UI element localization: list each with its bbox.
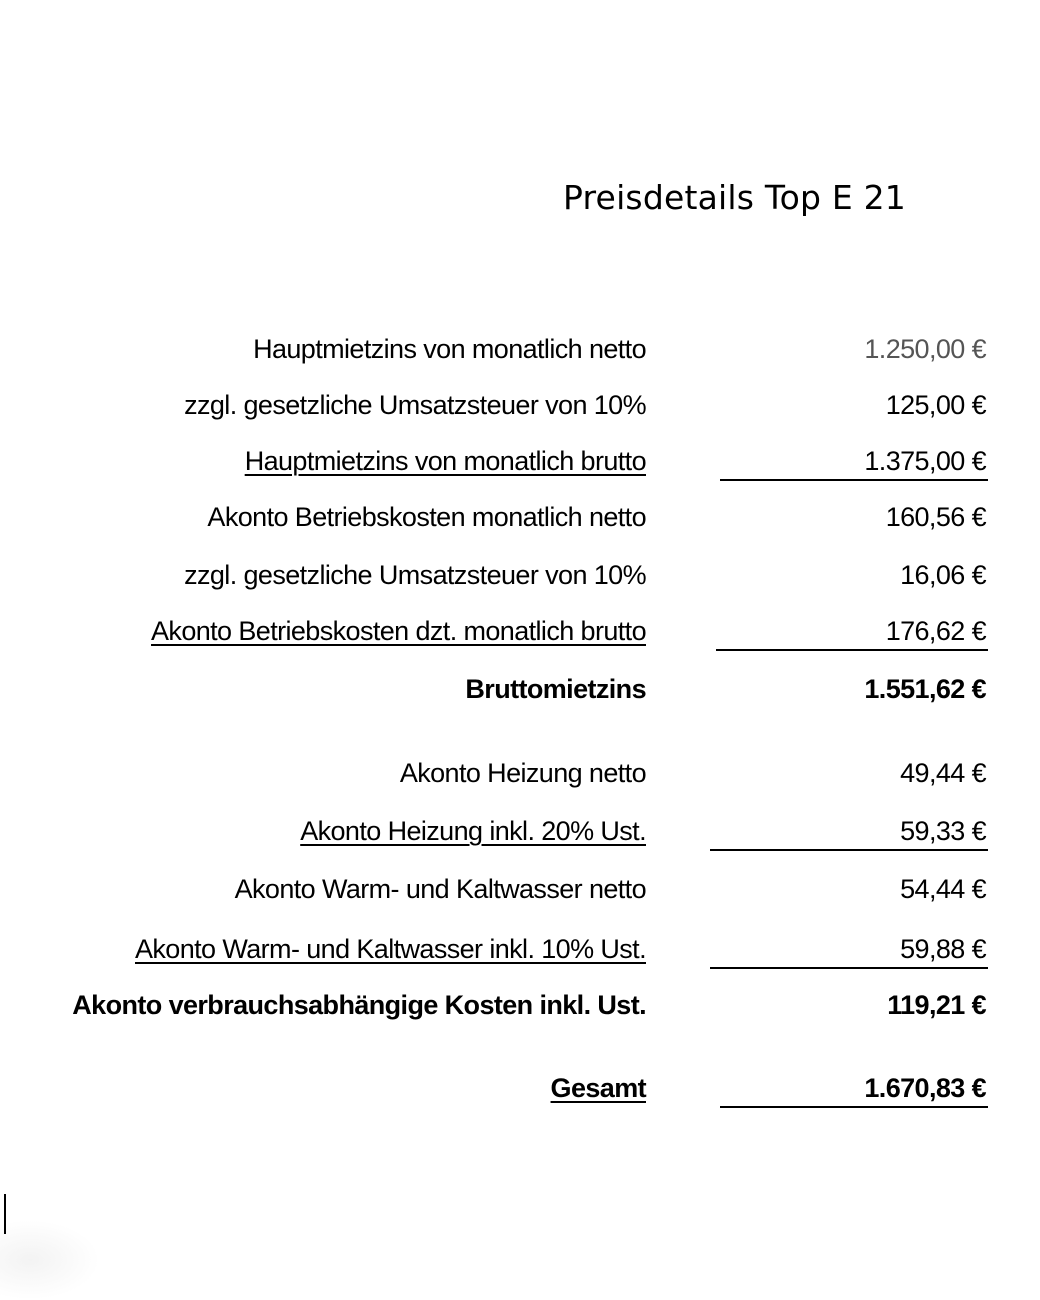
sum-underline (710, 967, 988, 969)
row-value: 49,44 € (900, 758, 986, 788)
price-row-wasser-netto (0, 873, 1040, 913)
page-title: Preisdetails Top E 21 (563, 178, 906, 217)
row-label: zzgl. gesetzliche Umsatzsteuer von 10% (184, 390, 646, 420)
row-label: Akonto Heizung inkl. 20% Ust. (300, 816, 646, 846)
price-row-verbrauchskosten (0, 989, 1040, 1029)
price-row-betriebskosten-netto (0, 501, 1040, 541)
page-shadow (0, 1220, 100, 1300)
row-value: 59,88 € (900, 934, 986, 964)
row-value: 160,56 € (885, 502, 986, 532)
sum-underline (716, 649, 988, 651)
price-row-ust-betriebskosten (0, 559, 1040, 599)
row-label: Gesamt (550, 1073, 646, 1103)
price-row-hauptmietzins-netto (0, 333, 1040, 373)
row-label: Akonto Heizung netto (399, 758, 646, 788)
price-row-gesamt (0, 1072, 1040, 1112)
row-value: 1.670,83 € (864, 1073, 986, 1103)
row-value: 1.250,00 € (864, 334, 986, 364)
row-value: 125,00 € (885, 390, 986, 420)
row-value: 119,21 € (887, 990, 986, 1020)
price-row-wasser-brutto (0, 933, 1040, 973)
row-label: Bruttomietzins (465, 674, 646, 704)
sum-underline (710, 849, 988, 851)
row-label: Akonto Warm- und Kaltwasser inkl. 10% Ust. (135, 934, 646, 964)
row-value: 176,62 € (885, 616, 986, 646)
row-label: Akonto Betriebskosten dzt. monatlich brutto (151, 616, 646, 646)
row-value: 54,44 € (900, 874, 986, 904)
price-row-heizung-netto (0, 757, 1040, 797)
price-row-heizung-brutto (0, 815, 1040, 855)
row-value: 1.551,62 € (864, 674, 986, 704)
price-row-hauptmietzins-brutto (0, 445, 1040, 485)
row-label: Hauptmietzins von monatlich netto (253, 334, 646, 364)
price-row-bruttomietzins (0, 673, 1040, 713)
price-row-betriebskosten-brutto (0, 615, 1040, 655)
text-cursor (4, 1194, 6, 1234)
sum-underline (720, 479, 988, 481)
row-label: Hauptmietzins von monatlich brutto (244, 446, 646, 476)
row-value: 59,33 € (900, 816, 986, 846)
row-label: Akonto Warm- und Kaltwasser netto (234, 874, 646, 904)
row-label: zzgl. gesetzliche Umsatzsteuer von 10% (184, 560, 646, 590)
row-label: Akonto verbrauchsabhängige Kosten inkl. Ust. (72, 990, 646, 1020)
row-label: Akonto Betriebskosten monatlich netto (207, 502, 646, 532)
sum-underline (720, 1106, 988, 1108)
price-row-ust-hauptmietzins (0, 389, 1040, 429)
row-value: 1.375,00 € (864, 446, 986, 476)
row-value: 16,06 € (900, 560, 986, 590)
